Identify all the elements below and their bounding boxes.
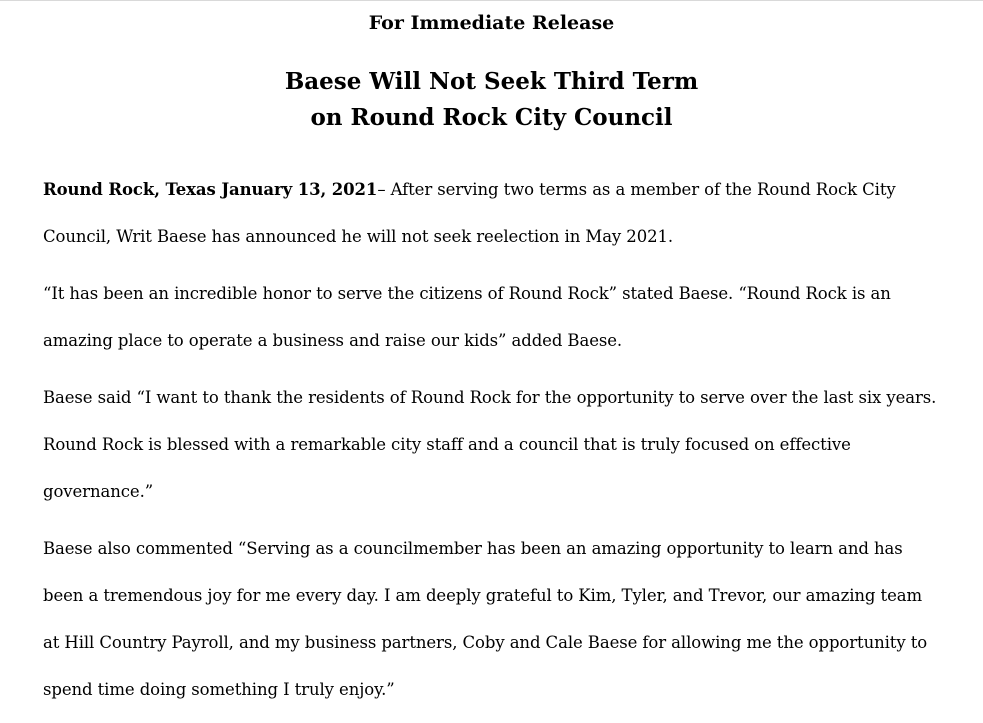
dateline: Round Rock, Texas January 13, 2021: [43, 180, 378, 199]
headline-line-1: Baese Will Not Seek Third Term: [284, 68, 699, 95]
headline: [0, 64, 983, 136]
paragraph-3: Baese said “I want to thank the residents of Round Rock for the opportunity to serve over the last six years. Round Rock is blessed with a remarkable city staff and a council that is truly focused on effective governance.”: [43, 388, 937, 501]
paragraph-1: [43, 166, 943, 260]
top-divider: [0, 0, 983, 1]
release-label: For Immediate Release: [368, 12, 615, 34]
paragraph-4: Baese also commented “Serving as a councilmember has been an amazing opportunity to learn and has been a tremendous joy for me every day. I am deeply grateful to Kim, Tyler, and Trevor, our amazing team at Hill Country Payroll, and my business partners, Coby and Cale Baese for allowing me the opportunity to spend time doing something I truly enjoy.”: [43, 539, 928, 699]
press-release-body: [43, 166, 943, 723]
headline-line-2: on Round Rock City Council: [310, 104, 673, 131]
paragraph-1-text: – After serving two terms as a member of the Round Rock City Council, Writ Baese has announced he will not seek reelection in May 2021.: [43, 180, 896, 246]
paragraph-2: “It has been an incredible honor to serve the citizens of Round Rock” stated Baese. “Round Rock is an amazing place to operate a business and raise our kids” added Baese.: [43, 284, 891, 350]
